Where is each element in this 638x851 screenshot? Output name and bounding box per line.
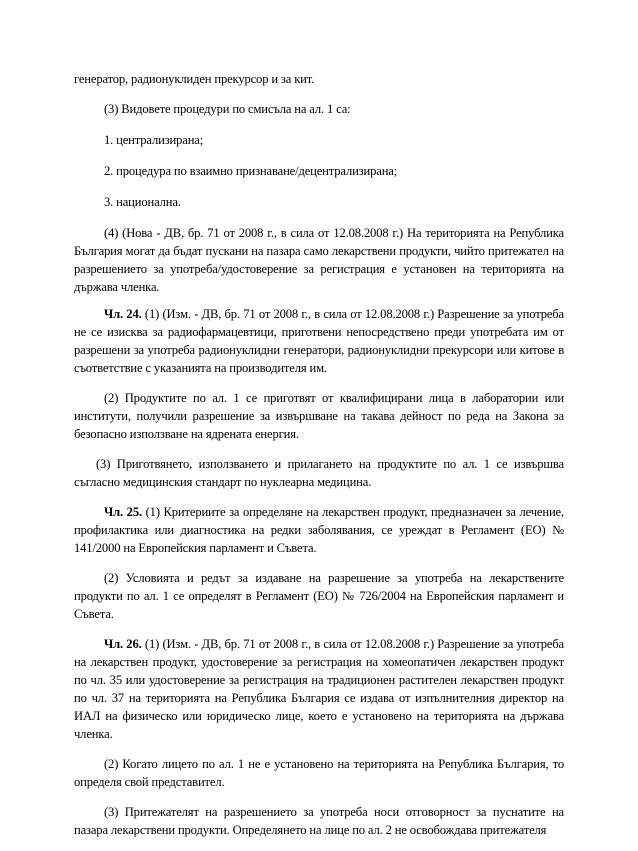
article-heading: Чл. 24. — [104, 307, 142, 321]
paragraph-art26-al3 — [74, 803, 564, 839]
document-page — [74, 70, 564, 851]
list-item-3 — [74, 193, 564, 211]
paragraph-text: (4) (Нова - ДВ, бр. 71 от 2008 г., в сила от 12.08.2008 г.) На територията на Република България могат да бъдат пускани на пазара само лекарствени продукти, чийто притежател на разрешението за употреба/удостоверение за регистрация е установен на територията на държава членка. — [74, 226, 564, 294]
paragraph-art26-al2 — [74, 755, 564, 791]
paragraph-art24-al2 — [74, 389, 564, 443]
article-heading: Чл. 25. — [104, 505, 142, 519]
paragraph-art24-al3 — [74, 455, 564, 491]
paragraph-text: (1) (Изм. - ДВ, бр. 71 от 2008 г., в сила от 12.08.2008 г.) Разрешение за употреба не се изисква за радиофармацевтици, приготвени непосредствено преди употребата им от разрешени за употреба радионуклидни генератори, радионуклидни прекурсори или китове в съответствие с указанията на производителя им. — [74, 307, 564, 375]
paragraph-text: (2) Условията и редът за издаване на разрешение за употреба на лекарствените продукти по ал. 1 се определят в Регламент (ЕО) № 726/2004 на Европейския парламент и Съвета. — [74, 571, 564, 621]
paragraph-text: генератор, радионуклиден прекурсор и за кит. — [74, 72, 315, 86]
paragraph-art23-al3 — [74, 100, 564, 118]
paragraph-text: 1. централизирана; — [104, 133, 204, 147]
paragraph-art26-al1 — [74, 635, 564, 743]
paragraph-text: (1) Критериите за определяне на лекарствен продукт, предназначен за лечение, профилактика или диагностика на редки заболявания, се уреждат в Регламент (ЕО) № 141/2000 на Европейския парламент и Съвета. — [74, 505, 564, 555]
paragraph-text: (3) Приготвянето, използването и прилагането на продуктите по ал. 1 се извършва съгласно медицинския стандарт по нуклеарна медицина. — [74, 457, 564, 489]
paragraph-text: (2) Когато лицето по ал. 1 не е установено на територията на Република България, то определя свой представител. — [74, 757, 564, 789]
article-heading: Чл. 26. — [104, 637, 142, 651]
paragraph-text: 2. процедура по взаимно признаване/децентрализирана; — [104, 164, 398, 178]
paragraph-art24-al1 — [74, 305, 564, 377]
paragraph-text: (2) Продуктите по ал. 1 се приготвят от квалифицирани лица в лаборатории или институти, получили разрешение за извършване на такава дейност по реда на Закона за безопасно използване на ядрената енергия. — [74, 391, 564, 441]
paragraph-text: (1) (Изм. - ДВ, бр. 71 от 2008 г., в сила от 12.08.2008 г.) Разрешение за употреба на лекарствен продукт, удостоверение за регистрация на хомеопатичен лекарствен продукт по чл. 35 или удостоверение за регистрация на традиционен растителен лекарствен продукт по чл. 37 на територията на Република България се издава от изпълнителния директор на ИАЛ на физическо или юридическо лице, което е установено на територията на държава членка. — [74, 637, 564, 741]
paragraph-art25-al1 — [74, 503, 564, 557]
paragraph-text: (3) Видовете процедури по смисъла на ал. 1 са: — [104, 102, 351, 116]
list-item-2 — [74, 162, 564, 180]
list-item-1 — [74, 131, 564, 149]
paragraph-text: 3. национална. — [104, 195, 181, 209]
paragraph-art25-al2 — [74, 569, 564, 623]
paragraph-continuation — [74, 70, 564, 88]
paragraph-text: (3) Притежателят на разрешението за употреба носи отговорност за пуснатите на пазара лекарствени продукти. Определянето на лице по ал. 2 не освобождава притежателя — [74, 805, 564, 837]
paragraph-art23-al4 — [74, 224, 564, 296]
